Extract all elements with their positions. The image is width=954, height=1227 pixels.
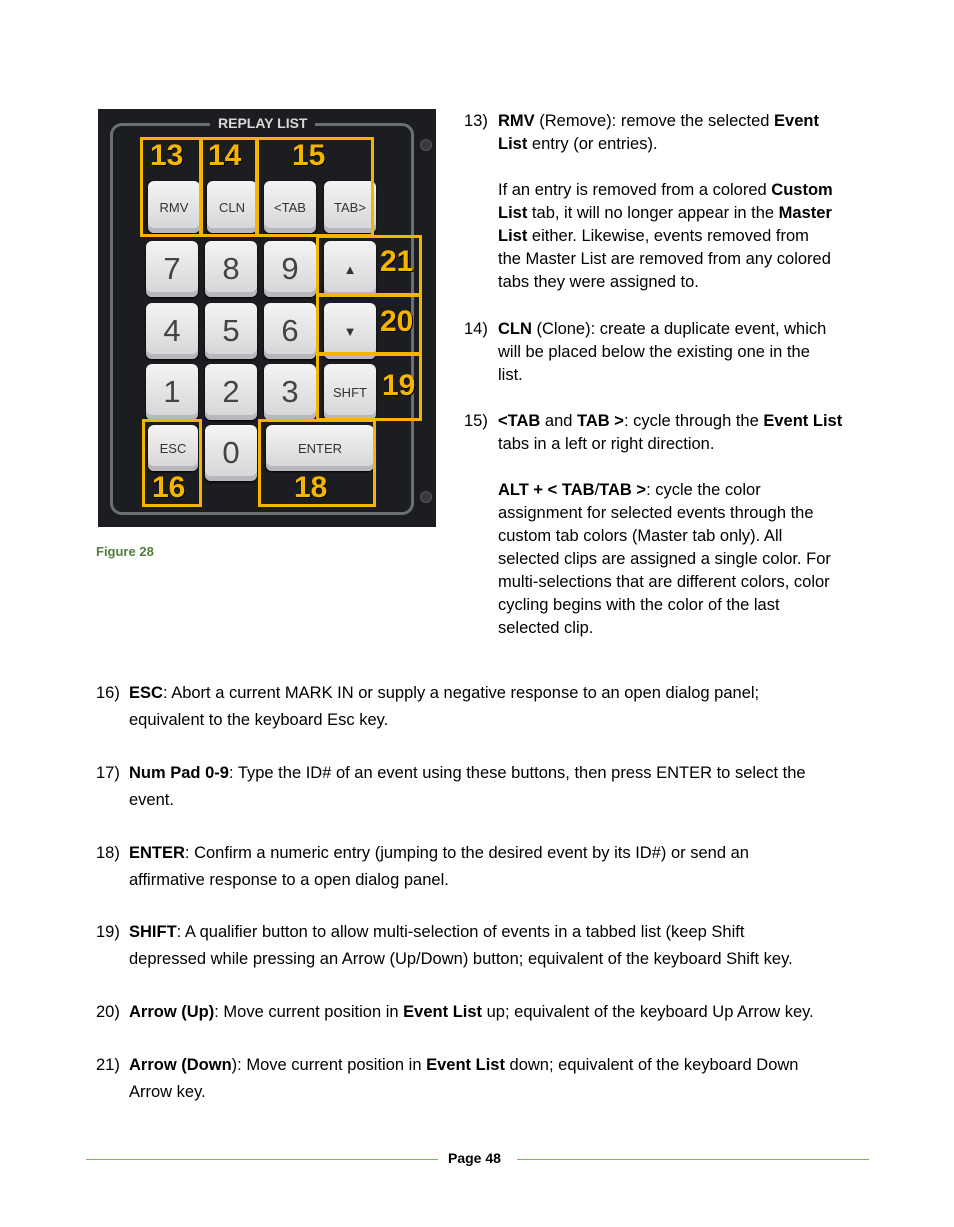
num-8-key: 8 — [205, 241, 257, 297]
replay-list-figure — [98, 109, 436, 527]
item-20-number: 20) — [96, 1003, 120, 1021]
num-4-key: 4 — [146, 303, 198, 359]
item-13-number: 13) — [464, 112, 488, 130]
label-21: 21 — [380, 245, 414, 278]
footer-rule-right — [517, 1159, 869, 1160]
label-13: 13 — [150, 139, 184, 172]
esc-key: ESC — [148, 425, 198, 471]
num-9-key: 9 — [264, 241, 316, 297]
item-13-text: RMV (Remove): remove the selected Event List entry (or entries). If an entry is removed from a colored Custom List tab, it will no longer appear in the Master List either. Likewise, events removed from the Master List are removed from any colored tabs they were assigned to. — [498, 112, 833, 291]
page-number: Page 48 — [448, 1150, 501, 1166]
item-19-text: SHIFT: A qualifier button to allow multi-selection of events in a tabbed list (keep Shift depressed while pressing an Arrow (Up/Down) button; equivalent of the keyboard Shift key. — [129, 923, 793, 968]
shift-key: SHFT — [324, 364, 376, 420]
footer-rule-left — [86, 1159, 438, 1160]
num-3-key: 3 — [264, 364, 316, 420]
item-21-text: Arrow (Down): Move current position in Event List down; equivalent of the keyboard Down Arrow key. — [129, 1056, 799, 1101]
item-17-number: 17) — [96, 764, 120, 782]
tab-left-key: <TAB — [264, 181, 316, 233]
screw-icon — [420, 139, 432, 151]
item-16-text: ESC: Abort a current MARK IN or supply a negative response to an open dialog panel; equivalent to the keyboard Esc key. — [129, 684, 760, 729]
label-14: 14 — [208, 139, 242, 172]
panel-title: REPLAY LIST — [210, 115, 315, 131]
label-19: 19 — [382, 369, 416, 402]
item-18-text: ENTER: Confirm a numeric entry (jumping to the desired event by its ID#) or send an affirmative response to a open dialog panel. — [129, 844, 749, 889]
figure-caption: Figure 28 — [96, 544, 154, 559]
item-14-number: 14) — [464, 320, 488, 338]
enter-key: ENTER — [266, 425, 374, 471]
num-7-key: 7 — [146, 241, 198, 297]
item-19-number: 19) — [96, 923, 120, 941]
num-0-key: 0 — [205, 425, 257, 481]
rmv-key: RMV — [148, 181, 200, 233]
tab-right-key: TAB> — [324, 181, 376, 233]
item-16-number: 16) — [96, 684, 120, 702]
label-15: 15 — [292, 139, 326, 172]
item-15-number: 15) — [464, 412, 488, 430]
cln-key: CLN — [207, 181, 257, 233]
item-14-text: CLN (Clone): create a duplicate event, which will be placed below the existing one in the list. — [498, 320, 827, 384]
num-1-key: 1 — [146, 364, 198, 420]
item-17-text: Num Pad 0-9: Type the ID# of an event using these buttons, then press ENTER to select the event. — [129, 764, 806, 809]
item-15-text: <TAB and TAB >: cycle through the Event List tabs in a left or right direction. ALT + < TAB/TAB >: cycle the color assignment for selected events through the custom tab colors (Master tab only). All selected clips are assigned a single color. For multi-selections that are different colors, color cycling begins with the color of the last selected clip. — [498, 412, 843, 637]
num-5-key: 5 — [205, 303, 257, 359]
item-21-number: 21) — [96, 1056, 120, 1074]
screw-icon — [420, 491, 432, 503]
label-18: 18 — [294, 471, 328, 504]
num-6-key: 6 — [264, 303, 316, 359]
item-18-number: 18) — [96, 844, 120, 862]
up-arrow-key: ▲ — [324, 241, 376, 297]
num-2-key: 2 — [205, 364, 257, 420]
label-20: 20 — [380, 305, 414, 338]
item-20-text: Arrow (Up): Move current position in Event List up; equivalent of the keyboard Up Arrow key. — [129, 1003, 814, 1021]
down-arrow-key: ▼ — [324, 303, 376, 359]
label-16: 16 — [152, 471, 186, 504]
